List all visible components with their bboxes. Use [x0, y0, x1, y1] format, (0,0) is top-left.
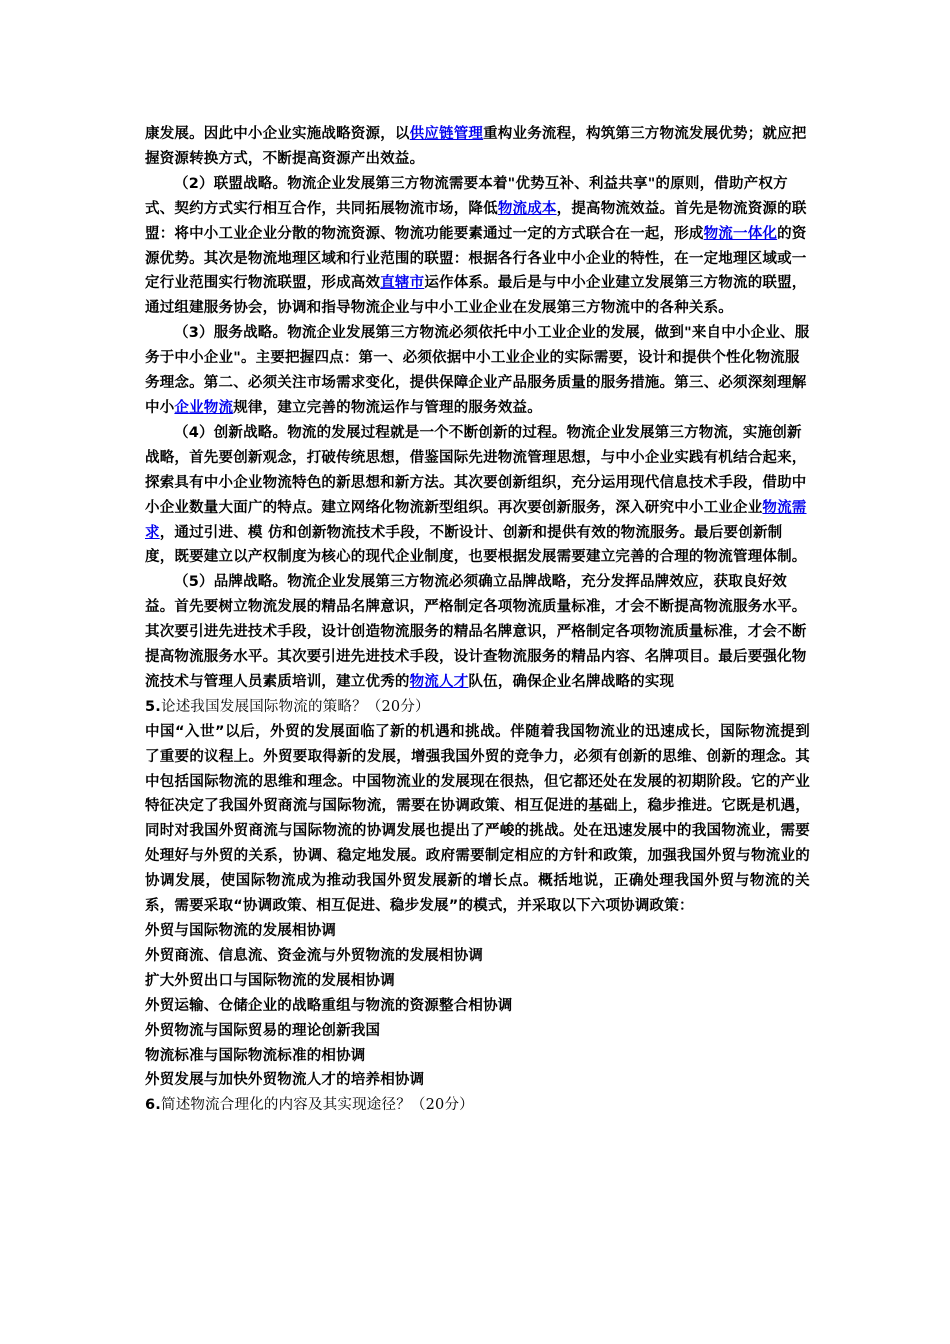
paragraph-alliance-strategy: （2）联盟战略。物流企业发展第三方物流需要本着"优势互补、利益共享"的原则，借助产权方式、契约方式实行相互合作，共同拓展物流市场，降低物流成本，提高物流效益。首先是物流资源的联盟：将中小工业企业分散的物流资源、物流功能要素通过一定的方式联合在一起，形成物流一体化的资源优势。其次是物流地理区域和行业范围的联盟：根据各行各业中小企业的特性，在一定地理区域或一定行业范围实行物流联盟，形成高效直辖市运作体系。最后是与中小企业建立发展第三方物流的联盟，通过组建服务协会，协调和指导物流企业与中小工业企业在发展第三方物流中的各种关系。 [145, 175, 807, 317]
list-item: 外贸发展与加快外贸物流人才的培养相协调 [145, 1072, 425, 1089]
question-6 [145, 1093, 810, 1118]
link-enterprise-logistics[interactable]: 企业物流 [174, 399, 234, 416]
list-item: 外贸商流、信息流、资金流与外贸物流的发展相协调 [145, 947, 484, 964]
list-item: 外贸运输、仓储企业的战略重组与物流的资源整合相协调 [145, 997, 513, 1014]
question-5 [145, 695, 810, 720]
question-text: 简述物流合理化的内容及其实现途径？（20分） [161, 1097, 474, 1114]
link-supply-chain-management[interactable]: 供应链管理 [409, 126, 484, 142]
document-page [145, 122, 810, 1118]
question-number: 5. [145, 698, 161, 715]
link-municipality[interactable]: 直辖市 [380, 275, 425, 292]
question-number: 6. [145, 1097, 161, 1114]
link-logistics-integration[interactable]: 物流一体化 [703, 225, 778, 242]
list-item: 外贸物流与国际贸易的理论创新我国 [145, 1022, 381, 1039]
question-text: 论述我国发展国际物流的策略？（20分） [161, 698, 430, 715]
paragraph-brand-strategy: （5）品牌战略。物流企业发展第三方物流必须确立品牌战略，充分发挥品牌效应，获取良好效益。首先要树立物流发展的精品名牌意识，严格制定各项物流质量标准，才会不断提高物流服务水平。其次要引进先进技术手段，设计创造物流服务的精品名牌意识，严格制定各项物流质量标准，才会不断提高物流服务水平。其次要引进先进技术手段，设计查物流服务的精品内容、名牌项目。最后要强化物流技术与管理人员素质培训，建立优秀的物流人才队伍，确保企业名牌战略的实现 [145, 574, 807, 690]
paragraph-innovation-strategy: （4）创新战略。物流的发展过程就是一个不断创新的过程。物流企业发展第三方物流，实施创新战略，首先要创新观念，打破传统思想，借鉴国际先进物流管理思想，与中小企业实践有机结合起来，探索具有中小企业物流特色的新思想和新方法。其次要创新组织，充分运用现代信息技术手段，借助中小企业数量大面广的特点。建立网络化物流新型组织。再次要创新服务，深入研究中小工业企业物流需求，通过引进、模 仿和创新物流技术手段，不断设计、创新和提供有效的物流服务。最后要创新制度，既要建立以产权制度为核心的现代企业制度，也要根据发展需要建立完善的合理的物流管理体制。 [145, 424, 807, 566]
list-item: 扩大外贸出口与国际物流的发展相协调 [145, 972, 395, 989]
answer-5: 中国“入世”以后，外贸的发展面临了新的机遇和挑战。伴随着我国物流业的迅速成长，国际物流提到了重要的议程上。外贸要取得新的发展，增强我国外贸的竞争力，必须有创新的思维、创新的理念。其中包括国际物流的思维和理念。中国物流业的发展现在很热，但它都还处在发展的初期阶段。它的产业特征决定了我国外贸商流与国际物流，需要在协调政策、相互促进的基础上，稳步推进。它既是机遇，同时对我国外贸商流与国际物流的协调发展也提出了严峻的挑战。处在迅速发展中的我国物流业，需要处理好与外贸的关系，协调、稳定地发展。政府需要制定相应的方针和政策，加强我国外贸与物流业的协调发展，使国际物流成为推动我国外贸发展新的增长点。概括地说，正确处理我国外贸与物流的关系，需要采取“协调政策、相互促进、稳步发展”的模式，并采取以下六项协调政策： [145, 723, 810, 915]
paragraph-resource-strategy-end: 康发展。因此中小企业实施战略资源，以供应链管理重构业务流程，构筑第三方物流发展优势；就应把握资源转换方式，不断提高资源产出效益。 [145, 126, 807, 167]
list-item: 物流标准与国际物流标准的相协调 [145, 1047, 366, 1064]
paragraph-service-strategy: （3）服务战略。物流企业发展第三方物流必须依托中小工业企业的发展，做到"来自中小企业、服务于中小企业"。主要把握四点：第一、必须依据中小工业企业的实际需要，设计和提供个性化物流服务理念。第二、必须关注市场需求变化，提供保障企业产品服务质量的服务措施。第三、必须深刻理解中小企业物流规律，建立完善的物流运作与管理的服务效益。 [145, 325, 810, 416]
list-item: 外贸与国际物流的发展相协调 [145, 923, 337, 939]
link-logistics-cost[interactable]: 物流成本 [497, 200, 557, 217]
link-logistics-demand[interactable]: 物流需求 [145, 499, 807, 541]
link-logistics-talent[interactable]: 物流人才 [409, 673, 469, 690]
